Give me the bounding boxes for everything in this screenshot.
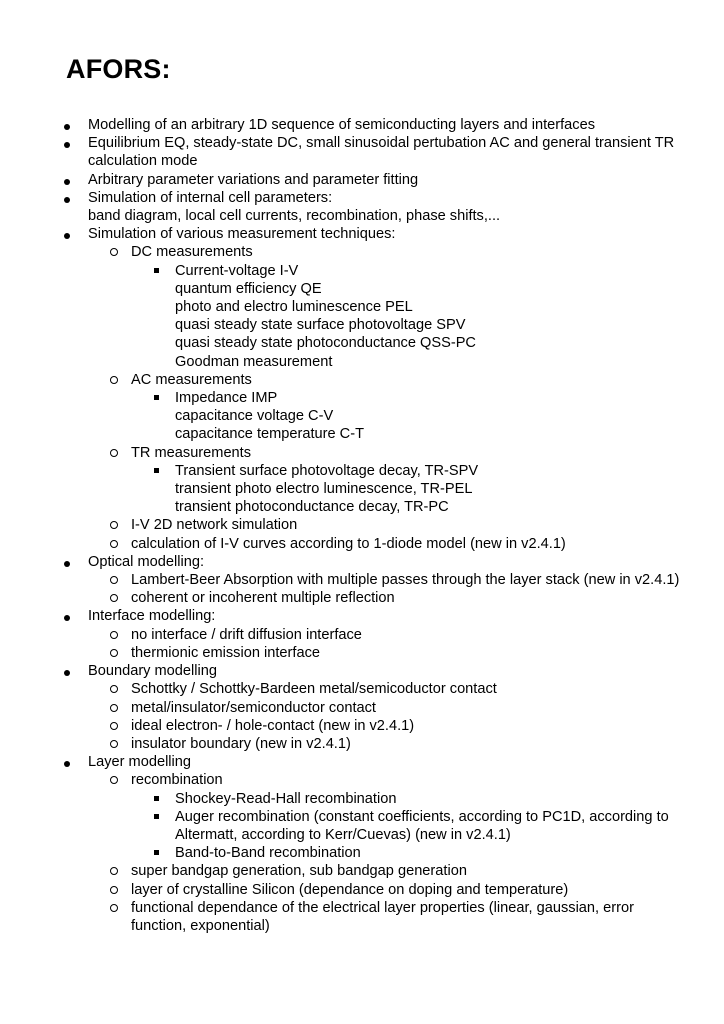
item-text: Goodman measurement (175, 353, 333, 370)
item-text: thermionic emission interface (131, 644, 320, 661)
list-item-optical-modelling (0, 553, 724, 571)
list-item-band-to-band-recombination (0, 844, 724, 862)
bullet-circle-icon (110, 776, 118, 784)
feature-list (0, 116, 724, 935)
list-item-drift-diffusion-interface (0, 626, 724, 644)
list-item-calculation-modes (0, 134, 724, 170)
bullet-square-icon (154, 796, 159, 801)
item-text: Auger recombination (constant coefficients, according to PC1D, according to Altermatt, according to Kerr/Cuevas) (new in v2.4.1) (175, 808, 669, 843)
bullet-circle-icon (110, 685, 118, 693)
bullet-circle-icon (110, 740, 118, 748)
list-item-dc-measurements (0, 243, 724, 261)
bullet-disc-icon (64, 197, 70, 203)
list-item-srh-recombination (0, 790, 724, 808)
list-item-dc-measurement-types (0, 262, 724, 371)
item-text: recombination (131, 772, 223, 789)
bullet-circle-icon (110, 704, 118, 712)
list-item-boundary-modelling (0, 662, 724, 680)
item-text: Lambert-Beer Absorption with multiple passes through the layer stack (new in v2.4.1) (131, 572, 680, 589)
item-text: Schottky / Schottky-Bardeen metal/semicoductor contact (131, 681, 497, 698)
item-text: capacitance temperature C-T (175, 426, 364, 443)
item-text: Interface modelling: (88, 608, 216, 625)
item-text: no interface / drift diffusion interface (131, 626, 362, 643)
list-item-tr-measurement-types (0, 462, 724, 517)
bullet-square-icon (154, 395, 159, 400)
list-item-layer-modelling (0, 753, 724, 771)
item-text: Simulation of various measurement techniques: (88, 226, 396, 243)
item-text: quasi steady state photoconductance QSS-PC (175, 335, 476, 352)
bullet-disc-icon (64, 761, 70, 767)
bullet-circle-icon (110, 576, 118, 584)
bullet-circle-icon (110, 521, 118, 529)
list-item-parameter-variations (0, 171, 724, 189)
list-item-ideal-contact (0, 717, 724, 735)
bullet-disc-icon (64, 179, 70, 185)
list-item-functional-dependance (0, 899, 724, 935)
bullet-disc-icon (64, 233, 70, 239)
item-text: Boundary modelling (88, 663, 217, 680)
list-item-internal-cell-parameters (0, 189, 724, 225)
item-text: Modelling of an arbitrary 1D sequence of semiconducting layers and interfaces (88, 117, 596, 133)
bullet-circle-icon (110, 248, 118, 256)
item-text: quantum efficiency QE (175, 280, 322, 297)
bullet-circle-icon (110, 649, 118, 657)
bullet-square-icon (154, 468, 159, 473)
list-item-interface-modelling (0, 607, 724, 625)
list-item-1-diode-model (0, 535, 724, 553)
list-item-crystalline-silicon (0, 881, 724, 899)
bullet-circle-icon (110, 867, 118, 875)
item-text: quasi steady state surface photovoltage SPV (175, 317, 466, 334)
list-item-ac-measurements (0, 371, 724, 389)
list-item-thermionic-emission (0, 644, 724, 662)
item-text: Simulation of internal cell parameters: (88, 189, 333, 206)
item-text: Equilibrium EQ, steady-state DC, small sinusoidal pertubation AC and general transient TR calculation mode (88, 135, 675, 170)
item-text: transient photo electro luminescence, TR-PEL (175, 481, 473, 498)
bullet-circle-icon (110, 594, 118, 602)
bullet-square-icon (154, 268, 159, 273)
item-text: Layer modelling (88, 754, 192, 771)
bullet-disc-icon (64, 615, 70, 621)
item-text: capacitance voltage C-V (175, 408, 334, 425)
list-item-bandgap-generation (0, 862, 724, 880)
page-title: AFORS: (66, 54, 171, 84)
item-text: transient photoconductance decay, TR-PC (175, 499, 449, 516)
list-item-recombination (0, 771, 724, 789)
list-item-iv-2d-network (0, 516, 724, 534)
item-text: I-V 2D network simulation (131, 517, 298, 534)
item-text: calculation of I-V curves according to 1-diode model (new in v2.4.1) (131, 535, 566, 552)
list-item-schottky-contact (0, 680, 724, 698)
bullet-circle-icon (110, 886, 118, 894)
list-item-multiple-reflection (0, 589, 724, 607)
list-item-mis-contact (0, 699, 724, 717)
bullet-disc-icon (64, 561, 70, 567)
bullet-circle-icon (110, 722, 118, 730)
bullet-circle-icon (110, 449, 118, 457)
list-item-tr-measurements (0, 444, 724, 462)
bullet-circle-icon (110, 631, 118, 639)
item-text: metal/insulator/semiconductor contact (131, 699, 376, 716)
item-text: super bandgap generation, sub bandgap generation (131, 863, 467, 880)
bullet-disc-icon (64, 670, 70, 676)
item-text: Current-voltage I-V (175, 262, 299, 279)
item-text: TR measurements (131, 444, 252, 461)
item-text-continuation: band diagram, local cell currents, recombination, phase shifts,... (88, 208, 501, 225)
list-item-lambert-beer (0, 571, 724, 589)
bullet-disc-icon (64, 142, 70, 148)
list-item-auger-recombination (0, 808, 724, 844)
item-text: Optical modelling: (88, 553, 204, 570)
item-text: functional dependance of the electrical layer properties (linear, gaussian, error function, exponential) (131, 899, 634, 934)
item-text: Transient surface photovoltage decay, TR-SPV (175, 462, 479, 479)
bullet-square-icon (154, 850, 159, 855)
item-text: photo and electro luminescence PEL (175, 299, 413, 316)
list-item-insulator-boundary (0, 735, 724, 753)
bullet-square-icon (154, 814, 159, 819)
item-text: coherent or incoherent multiple reflection (131, 590, 395, 607)
item-text: Band-to-Band recombination (175, 845, 361, 862)
item-text: Shockey-Read-Hall recombination (175, 790, 397, 807)
list-item-1d-sequence (0, 116, 724, 134)
list-item-measurement-techniques (0, 225, 724, 243)
bullet-disc-icon (64, 124, 70, 130)
item-text: layer of crystalline Silicon (dependance on doping and temperature) (131, 881, 569, 898)
list-item-ac-measurement-types (0, 389, 724, 444)
bullet-circle-icon (110, 540, 118, 548)
item-text: Impedance IMP (175, 390, 278, 407)
item-text: AC measurements (131, 371, 252, 388)
item-text: ideal electron- / hole-contact (new in v2.4.1) (131, 717, 415, 734)
item-text: DC measurements (131, 244, 253, 261)
bullet-circle-icon (110, 904, 118, 912)
item-text: Arbitrary parameter variations and parameter fitting (88, 171, 419, 188)
item-text: insulator boundary (new in v2.4.1) (131, 735, 351, 752)
bullet-circle-icon (110, 376, 118, 384)
